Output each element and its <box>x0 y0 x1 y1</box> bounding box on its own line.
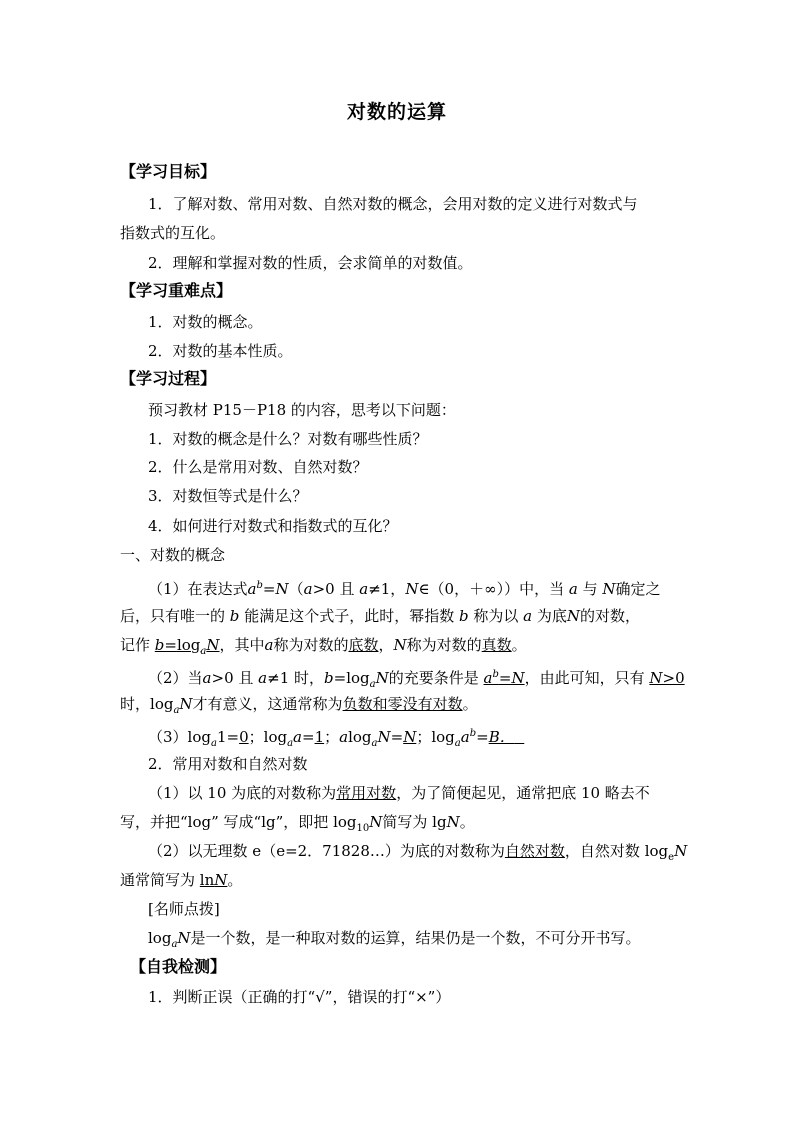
natural-log-line-2: 通常简写为 lnN。 <box>120 871 243 889</box>
objective-1-line-2: 指数式的互化。 <box>120 224 226 242</box>
concept-line-1: （1）在表达式$a^b=N(a>0$ 且 a≠1，N∈（0，＋∞））中，当 a 与 N确定之 <box>148 580 661 598</box>
part-2-heading: 2．常用对数和自然对数 <box>148 755 308 773</box>
common-log-line-2: 写，并把“log” 写成“lg”，即把 $\log_{10}N$简写为 lgN。 <box>120 813 475 834</box>
objectives-heading: 【学习目标】 <box>120 162 217 181</box>
tip-label: [名师点拨] <box>148 900 220 918</box>
question-2: 2．什么是常用对数、自然对数？ <box>148 458 368 476</box>
page-title: 对数的运算 <box>346 101 447 123</box>
tip-text: $\log_aN$是一个数，是一种取对数的运算，结果仍是一个数，不可分开书写。 <box>148 929 641 950</box>
preview-text: 预习教材 P15－P18 的内容，思考以下问题： <box>148 401 456 419</box>
concept-line-4: （2）当a>0 且 a≠1 时，$b=\log_aN$的充要条件是 $a^b=N$，由此可知，只有 N>0 <box>148 669 685 690</box>
common-log-line-1: （1）以 10 为底的对数称为常用对数，为了简便起见，通常把底 10 略去不 <box>148 784 650 802</box>
check-item-1: 1．判断正误（正确的打“√”，错误的打“×”） <box>148 988 451 1006</box>
objective-2: 2．理解和掌握对数的性质，会求简单的对数值。 <box>148 254 473 272</box>
question-4: 4．如何进行对数式和指数式的互化？ <box>148 517 398 535</box>
log-properties: $(3)\log_a1=0$；$\log_aa=1$；alog$_a$N=N；$\log_aa^b=B$． <box>148 728 515 749</box>
concept-line-5: 时，$\log_aN$才有意义，这通常称为负数和零没有对数。 <box>120 695 478 716</box>
question-1: 1．对数的概念是什么？对数有哪些性质？ <box>148 430 428 448</box>
log-notation: $b=\log_aN$ <box>154 636 220 657</box>
objective-1-line-1: 1．了解对数、常用对数、自然对数的概念，会用对数的定义进行对数式与 <box>148 195 638 213</box>
self-check-heading: 【自我检测】 <box>130 957 227 976</box>
difficulty-1: 1．对数的概念。 <box>148 313 263 331</box>
concept-line-3: 记作 $b=\log_aN$，其中a称为对数的底数，N称为对数的真数。 <box>120 636 527 657</box>
natural-log-line-1: （2）以无理数 e（e=2．71828…）为底的对数称为自然对数，自然对数 $\log_eN$ <box>148 842 688 863</box>
difficulty-2: 2．对数的基本性质。 <box>148 342 293 360</box>
concept-line-2: 后，只有唯一的 b 能满足这个式子，此时，幂指数 b 称为以 a 为底N的对数， <box>120 607 641 625</box>
process-heading: 【学习过程】 <box>120 369 217 388</box>
difficulty-heading: 【学习重难点】 <box>120 281 233 300</box>
part-1-heading: 一、对数的概念 <box>120 546 226 564</box>
question-3: 3．对数恒等式是什么？ <box>148 487 308 505</box>
